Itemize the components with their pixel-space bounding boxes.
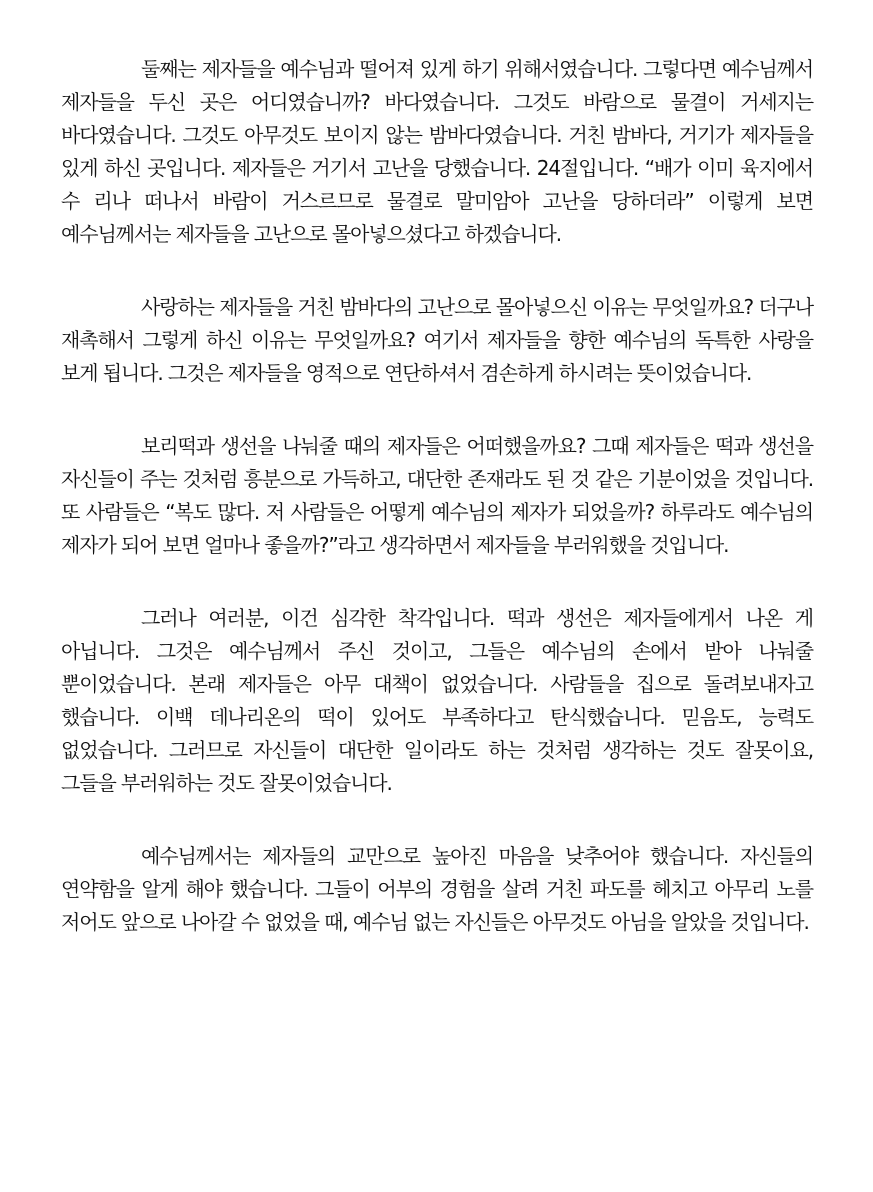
document-page	[61, 53, 813, 939]
paragraph-4: 그러나 여러분, 이건 심각한 착각입니다. 떡과 생선은 제자들에게서 나온 게 아닙니다. 그것은 예수님께서 주신 것이고, 그들은 예수님의 손에서 받아 나눠줄 뿐이었습니다. 본래 제자들은 아무 대책이 없었습니다. 사람들을 집으로 돌려보내자고 했습니다. 이백 데나리온의 떡이 있어도 부족하다고 탄식했습니다. 믿음도, 능력도 없었습니다. 그러므로 자신들이 대단한 일이라도 하는 것처럼 생각하는 것도 잘못이요, 그들을 부러워하는 것도 잘못이었습니다.	[61, 606, 813, 795]
paragraph-3: 보리떡과 생선을 나눠줄 때의 제자들은 어떠했을까요? 그때 제자들은 떡과 생선을 자신들이 주는 것처럼 흥분으로 가득하고, 대단한 존재라도 된 것 같은 기분이었을 것입니다. 또 사람들은 “복도 많다. 저 사람들은 어떻게 예수님의 제자가 되었을까? 하루라도 예수님의 제자가 되어 보면 얼마나 좋을까?”라고 생각하면서 제자들을 부러워했을 것입니다.	[61, 434, 813, 557]
paragraph-5: 예수님께서는 제자들의 교만으로 높아진 마음을 낮추어야 했습니다. 자신들의 연약함을 알게 해야 했습니다. 그들이 어부의 경험을 살려 거친 파도를 헤치고 아무리 노를 저어도 앞으로 나아갈 수 없었을 때, 예수님 없는 자신들은 아무것도 아님을 알았을 것입니다.	[61, 844, 813, 934]
paragraph-2: 사랑하는 제자들을 거친 밤바다의 고난으로 몰아넣으신 이유는 무엇일까요? 더구나 재촉해서 그렇게 하신 이유는 무엇일까요? 여기서 제자들을 향한 예수님의 독특한 사랑을 보게 됩니다. 그것은 제자들을 영적으로 연단하셔서 겸손하게 하시려는 뜻이었습니다.	[61, 295, 813, 385]
paragraph-1: 둘째는 제자들을 예수님과 떨어져 있게 하기 위해서였습니다. 그렇다면 예수님께서 제자들을 두신 곳은 어디였습니까? 바다였습니다. 그것도 바람으로 물결이 거세지는 바다였습니다. 그것도 아무것도 보이지 않는 밤바다였습니다. 거친 밤바다, 거기가 제자들을 있게 하신 곳입니다. 제자들은 거기서 고난을 당했습니다. 24절입니다. “배가 이미 육지에서 수 리나 떠나서 바람이 거스르므로 물결로 말미암아 고난을 당하더라” 이렇게 보면 예수님께서는 제자들을 고난으로 몰아넣으셨다고 하겠습니다.	[61, 57, 813, 246]
